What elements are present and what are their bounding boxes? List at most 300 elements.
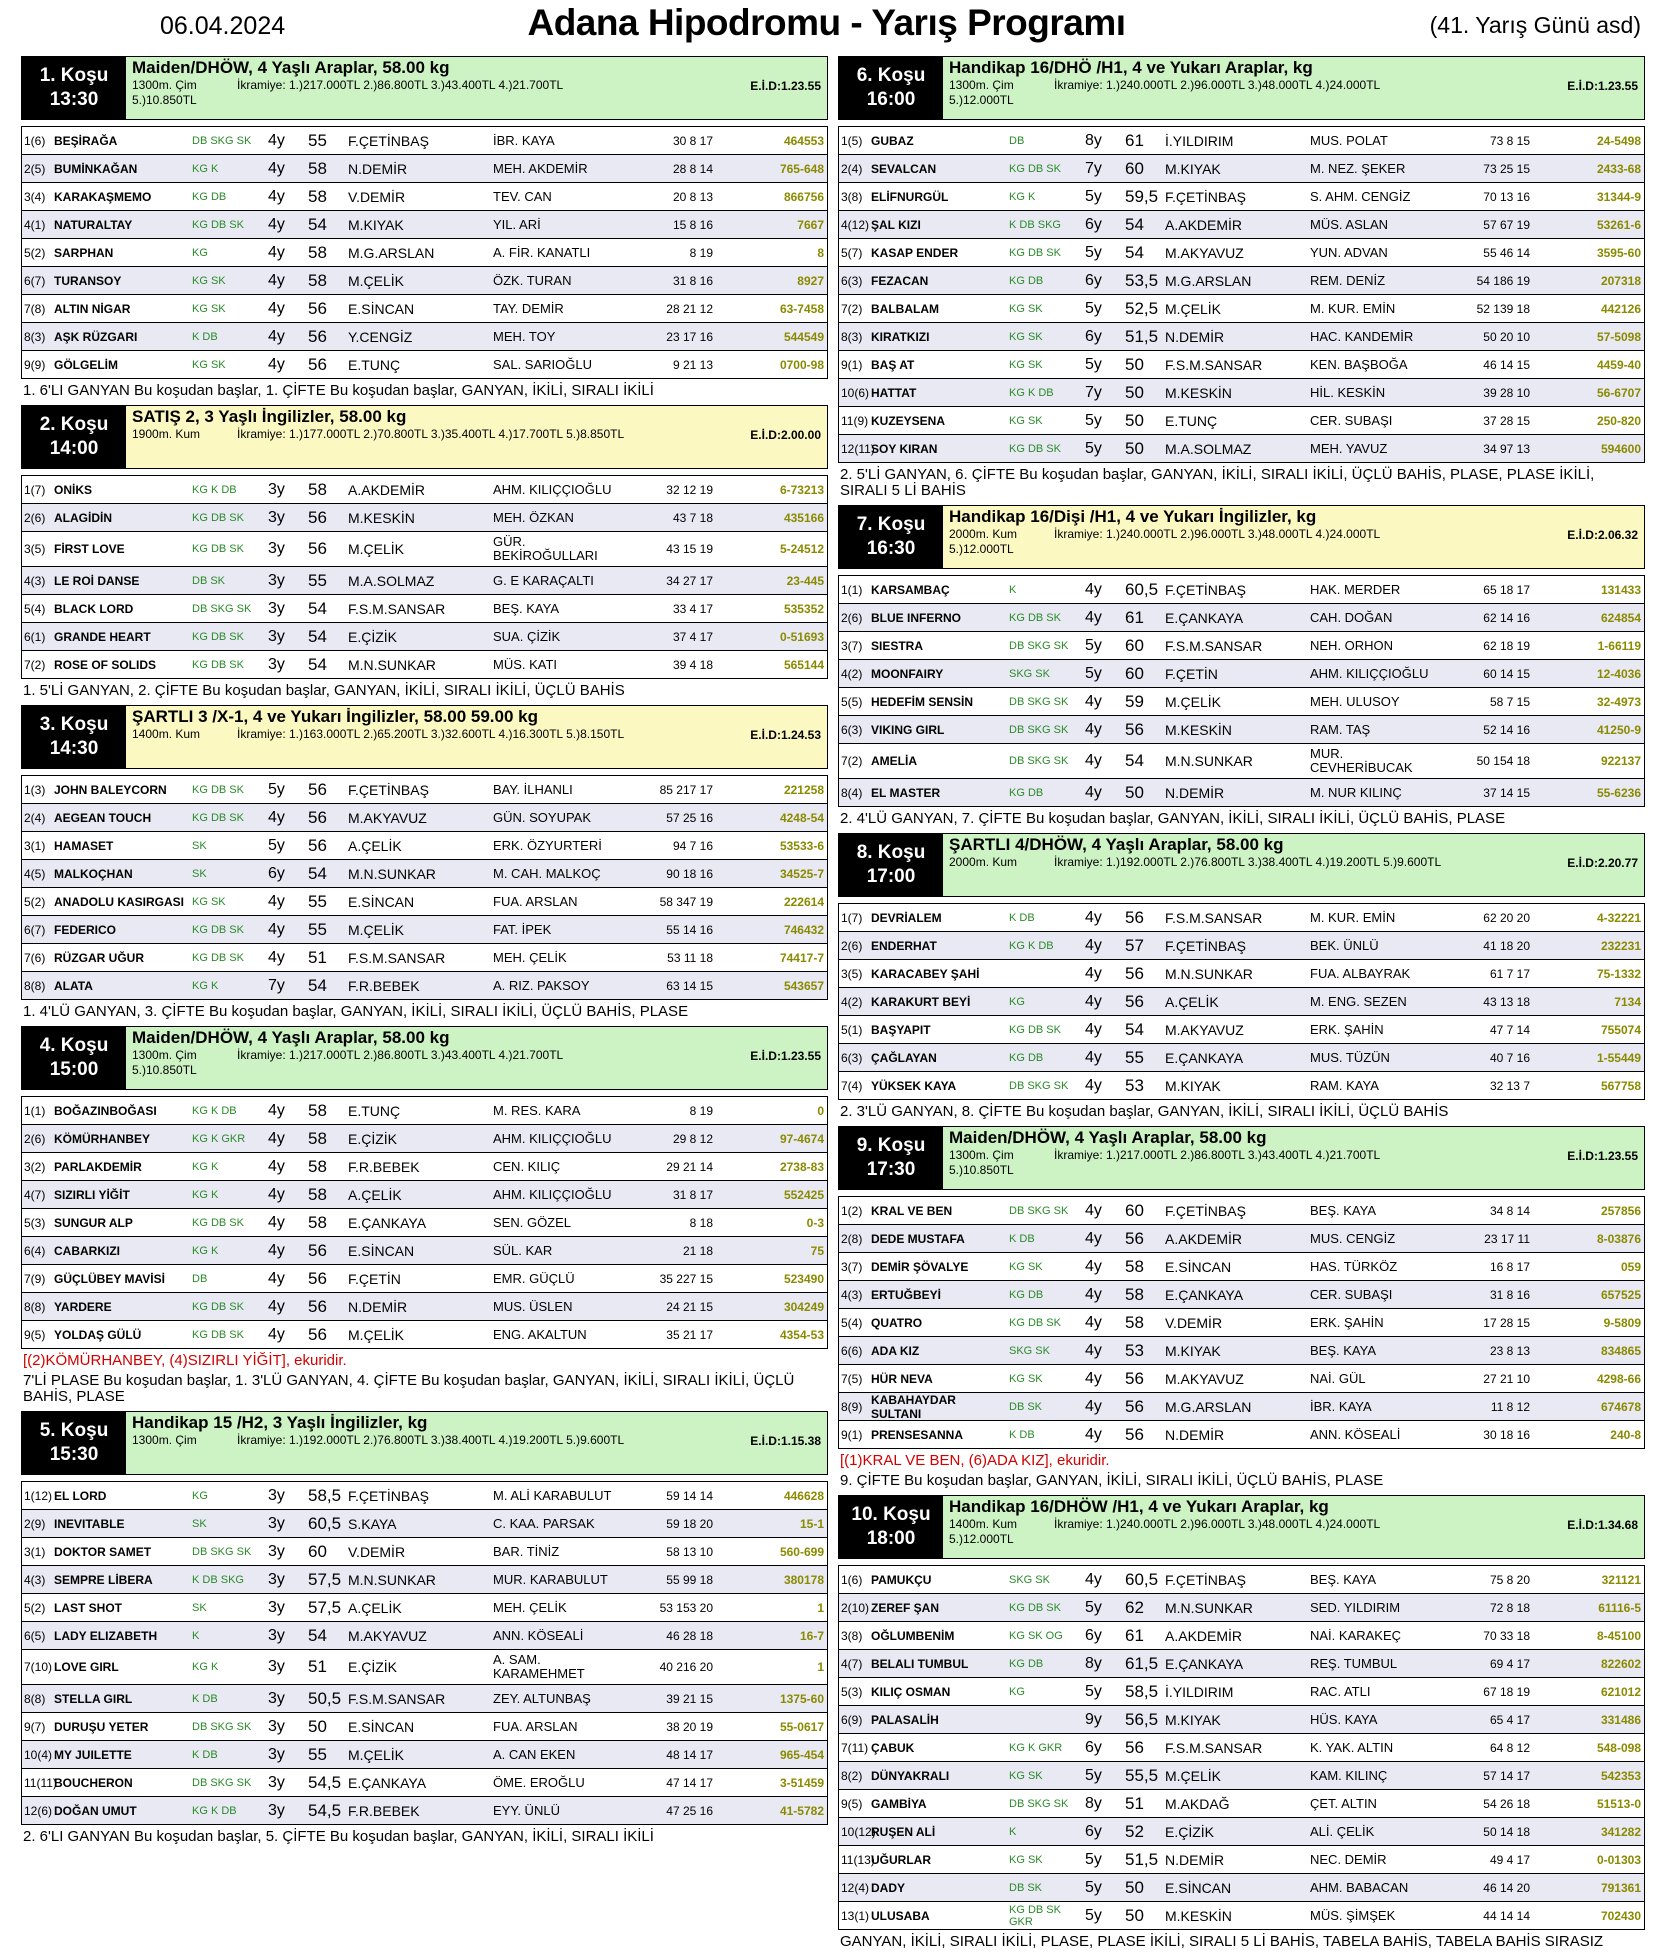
horse-row[interactable] [839, 154, 1644, 182]
horse-row[interactable] [22, 1264, 827, 1292]
horse-weight: 57 [1125, 935, 1144, 955]
horse-equipment: DB SKG SK [192, 1545, 252, 1558]
horse-name[interactable]: MOONFAIRY [871, 666, 944, 681]
horse-weight: 56 [308, 354, 327, 374]
horse-row[interactable] [839, 743, 1644, 778]
horse-row[interactable] [839, 1336, 1644, 1364]
horse-stats: 32 12 19 [666, 482, 713, 497]
horse-row[interactable] [22, 594, 827, 622]
horse-row[interactable] [839, 1649, 1644, 1677]
last-form: 535352 [783, 601, 824, 616]
horse-stats: 63 14 15 [666, 978, 713, 993]
horse-age: 4y [1085, 964, 1102, 982]
horse-row[interactable] [839, 322, 1644, 350]
horse-name[interactable]: KARAKAŞMEMO [54, 189, 152, 204]
last-form: 3595-60 [1596, 245, 1641, 260]
jockey-name: F.S.M.SANSAR [1165, 637, 1263, 654]
horse-row[interactable] [839, 1901, 1644, 1929]
horse-equipment: DB SKG SK [1009, 1204, 1069, 1217]
horse-stats: 67 18 19 [1483, 1684, 1530, 1699]
horse-name[interactable]: DOĞAN UMUT [54, 1803, 137, 1818]
horse-stats: 35 227 15 [659, 1271, 713, 1286]
horse-row[interactable] [839, 1420, 1644, 1448]
horse-row[interactable] [22, 1712, 827, 1740]
jockey-name: V.DEMİR [348, 1543, 406, 1560]
horse-row[interactable] [839, 1621, 1644, 1649]
horse-weight: 61,5 [1125, 1653, 1159, 1673]
horse-number: 2(4) [841, 161, 863, 176]
jockey-name: M.KESKİN [1165, 1907, 1232, 1924]
horse-number: 1(7) [24, 482, 46, 497]
horse-name[interactable]: BEŞİRAĞA [54, 133, 118, 148]
horse-row[interactable] [839, 266, 1644, 294]
horse-name[interactable]: ALAGİDİN [54, 510, 112, 525]
horse-name[interactable]: FEDERICO [54, 922, 117, 937]
horse-row[interactable] [839, 715, 1644, 743]
horse-name[interactable]: KILIÇ OSMAN [871, 1684, 951, 1699]
horse-weight: 51,5 [1125, 1849, 1159, 1869]
horse-weight: 60 [1125, 158, 1144, 178]
horse-row[interactable] [22, 350, 827, 378]
horse-stats: 57 14 17 [1483, 1768, 1530, 1783]
horse-row[interactable] [839, 294, 1644, 322]
horse-row[interactable] [22, 238, 827, 266]
horse-name[interactable]: ANADOLU KASIRGASI [54, 894, 185, 909]
race-number-box [22, 1027, 126, 1089]
horse-name[interactable]: NATURALTAY [54, 217, 133, 232]
horse-name[interactable]: AŞK RÜZGARI [54, 329, 138, 344]
horse-row[interactable] [22, 803, 827, 831]
last-form: 8 [817, 245, 824, 260]
horse-name[interactable]: HEDEFİM SENSİN [871, 694, 974, 709]
horse-row[interactable] [839, 575, 1644, 603]
last-form: 464553 [783, 133, 824, 148]
trainer-name: A. SAM. KARAMEHMET [493, 1652, 585, 1681]
horse-equipment: K [192, 1629, 200, 1642]
jockey-name: E.SİNCAN [348, 1718, 415, 1735]
horse-number: 2(5) [24, 161, 46, 176]
horse-row[interactable] [839, 778, 1644, 806]
horse-equipment: KG K [192, 1160, 219, 1173]
horse-name[interactable]: VIKING GIRL [871, 722, 945, 737]
horse-row[interactable] [839, 1308, 1644, 1336]
race-title: SATIŞ 2, 3 Yaşlı İngilizler, 58.00 kg [132, 407, 407, 426]
horse-row[interactable] [839, 631, 1644, 659]
horse-age: 4y [268, 131, 285, 149]
horse-age: 9y [1085, 1710, 1102, 1728]
horse-equipment: KG DB [1009, 786, 1044, 799]
race-header [838, 1126, 1645, 1190]
horse-name[interactable]: DEVRİALEM [871, 910, 942, 925]
horse-equipment: K DB SKG [1009, 218, 1061, 231]
horse-age: 4y [268, 327, 285, 345]
horse-row[interactable] [22, 210, 827, 238]
horse-row[interactable] [839, 1817, 1644, 1845]
horse-name[interactable]: LOVE GIRL [54, 1660, 119, 1674]
horse-row[interactable] [22, 503, 827, 531]
horse-weight: 50 [1125, 354, 1144, 374]
horse-name[interactable]: ZEREF ŞAN [871, 1600, 940, 1615]
race-conditions [132, 427, 821, 442]
horse-name[interactable]: HÜR NEVA [871, 1371, 933, 1386]
horse-name[interactable]: CABARKIZI [54, 1243, 120, 1258]
horse-name[interactable]: GÜÇLÜBEY MAVİSİ [54, 1271, 165, 1286]
horse-name[interactable]: ULUSABA [871, 1908, 930, 1923]
horse-name[interactable]: STELLA GIRL [54, 1691, 133, 1706]
horse-row[interactable] [22, 1124, 827, 1152]
horse-name[interactable]: OĞLUMBENİM [871, 1628, 955, 1643]
horse-row[interactable] [22, 1236, 827, 1264]
horse-row[interactable] [22, 915, 827, 943]
last-form: 543657 [783, 978, 824, 993]
jockey-name: M.KESKİN [348, 509, 415, 526]
horse-name[interactable]: HAMASET [54, 838, 114, 853]
horse-row[interactable] [22, 1292, 827, 1320]
horse-row[interactable] [22, 943, 827, 971]
horse-name[interactable]: KÖMÜRHANBEY [54, 1131, 150, 1146]
horse-name[interactable]: KARACABEY ŞAHİ [871, 966, 980, 981]
horse-row[interactable] [22, 322, 827, 350]
horse-name[interactable]: BOUCHERON [54, 1775, 133, 1790]
horse-name[interactable]: KARAKURT BEYİ [871, 994, 971, 1009]
horse-name[interactable]: KUZEYSENA [871, 413, 946, 428]
horse-equipment: KG SK [1009, 358, 1043, 371]
horse-name[interactable]: BELALI TUMBUL [871, 1656, 969, 1671]
horse-weight: 54 [1125, 214, 1144, 234]
race-time: 13:30 [49, 89, 99, 110]
horse-name[interactable]: SEVALCAN [871, 161, 937, 176]
jockey-name: M.ÇELİK [1165, 300, 1222, 317]
horse-name[interactable]: PRENSESANNA [871, 1427, 964, 1442]
trainer-name: KAM. KILINÇ [1310, 1767, 1388, 1783]
horse-name[interactable]: LE ROİ DANSE [54, 573, 140, 588]
horse-name[interactable]: SUNGUR ALP [54, 1215, 133, 1230]
trainer-name: MUS. CENGİZ [1310, 1230, 1396, 1246]
race-header [21, 705, 828, 769]
horse-name[interactable]: ONİKS [54, 482, 93, 497]
horse-row[interactable] [839, 1873, 1644, 1901]
horse-table [838, 1565, 1645, 1930]
horse-name[interactable]: FİRST LOVE [54, 542, 125, 556]
horse-name[interactable]: ALTIN NİGAR [54, 301, 131, 316]
horse-row[interactable] [22, 154, 827, 182]
trainer-name: AHM. KILIÇÇIOĞLU [493, 481, 612, 497]
trainer-name: CEN. KILIÇ [493, 1158, 561, 1174]
jockey-name: A.AKDEMİR [1165, 1627, 1243, 1644]
horse-name[interactable]: JOHN BALEYCORN [54, 782, 167, 797]
horse-row[interactable] [22, 1649, 827, 1684]
race-distance: 2000m. Kum [949, 527, 1018, 541]
horse-row[interactable] [22, 1796, 827, 1824]
horse-row[interactable] [22, 531, 827, 566]
horse-name[interactable]: KABAHAYDAR SULTANI [871, 1392, 956, 1421]
horse-name[interactable]: SEMPRE LİBERA [54, 1572, 153, 1587]
horse-name[interactable]: SIESTRA [871, 638, 924, 653]
jockey-name: F.ÇETİNBAŞ [1165, 1571, 1246, 1588]
horse-name[interactable]: BLUE INFERNO [871, 610, 961, 625]
horse-row[interactable] [22, 1096, 827, 1124]
horse-name[interactable]: DOKTOR SAMET [54, 1544, 152, 1559]
horse-row[interactable] [22, 1509, 827, 1537]
horse-name[interactable]: GAMBİYA [871, 1796, 927, 1811]
race-block [21, 1411, 828, 1851]
horse-row[interactable] [839, 687, 1644, 715]
horse-row[interactable] [22, 1208, 827, 1236]
horse-row[interactable] [839, 1280, 1644, 1308]
horse-name[interactable]: UĞURLAR [871, 1852, 931, 1867]
trainer-name: BEK. ÜNLÜ [1310, 937, 1379, 953]
horse-equipment: DB SK [192, 574, 226, 587]
horse-row[interactable] [22, 859, 827, 887]
horse-row[interactable] [22, 1593, 827, 1621]
horse-name[interactable]: ŞAL KIZI [871, 217, 921, 232]
horse-name[interactable]: SOY KIRAN [871, 441, 938, 456]
horse-name[interactable]: QUATRO [871, 1315, 923, 1330]
horse-weight: 56 [308, 1324, 327, 1344]
horse-equipment: KG DB SK [1009, 442, 1061, 455]
horse-weight: 58 [308, 1100, 327, 1120]
last-form: 55-6236 [1596, 785, 1641, 800]
jockey-name: F.ÇETİNBAŞ [1165, 1202, 1246, 1219]
horse-row[interactable] [839, 1071, 1644, 1099]
horse-row[interactable] [839, 210, 1644, 238]
bet-note: 2. 4'LÜ GANYAN, 7. ÇİFTE Bu koşudan başlar, GANYAN, İKİLİ, SIRALI İKİLİ, ÜÇLÜ BAHİS, PLASE [840, 810, 1506, 827]
horse-row[interactable] [22, 1320, 827, 1348]
jockey-name: N.DEMİR [1165, 1426, 1225, 1443]
horse-name[interactable]: GÖLGELİM [54, 357, 118, 372]
horse-name[interactable]: ALATA [54, 978, 93, 993]
horse-row[interactable] [839, 987, 1644, 1015]
horse-row[interactable] [839, 1845, 1644, 1873]
horse-name[interactable]: KIRATKIZI [871, 329, 930, 344]
last-form: 232231 [1600, 938, 1641, 953]
horse-row[interactable] [839, 1364, 1644, 1392]
horse-name[interactable]: RÜZGAR UĞUR [54, 950, 144, 965]
horse-row[interactable] [839, 1015, 1644, 1043]
horse-age: 4y [268, 243, 285, 261]
horse-name[interactable]: SARPHAN [54, 245, 114, 260]
horse-name[interactable]: BUMİNKAĞAN [54, 161, 138, 176]
horse-row[interactable] [839, 1565, 1644, 1593]
race-label: 7. Koşu [856, 514, 926, 535]
trainer-name: ERK. ŞAHİN [1310, 1314, 1384, 1330]
horse-weight: 55 [308, 130, 327, 150]
horse-age: 4y [268, 1101, 285, 1119]
horse-name[interactable]: HATTAT [871, 385, 917, 400]
horse-row[interactable] [839, 659, 1644, 687]
horse-row[interactable] [839, 931, 1644, 959]
horse-age: 4y [268, 215, 285, 233]
race-title: Maiden/DHÖW, 4 Yaşlı Araplar, 58.00 kg [132, 1028, 450, 1047]
horse-name[interactable]: SIZIRLI YİĞİT [54, 1187, 130, 1202]
horse-equipment: KG SK [1009, 1769, 1043, 1782]
horse-row[interactable] [839, 1705, 1644, 1733]
horse-number: 6(7) [24, 273, 46, 288]
horse-row[interactable] [839, 182, 1644, 210]
horse-number: 2(4) [24, 810, 46, 825]
horse-name[interactable]: PALASALİH [871, 1712, 939, 1727]
horse-row[interactable] [839, 406, 1644, 434]
horse-row[interactable] [839, 1043, 1644, 1071]
horse-age: 3y [268, 1658, 285, 1675]
horse-row[interactable] [22, 1565, 827, 1593]
trainer-name: SEN. GÖZEL [493, 1214, 572, 1230]
horse-name[interactable]: LAST SHOT [54, 1600, 122, 1615]
horse-row[interactable] [839, 1196, 1644, 1224]
horse-number: 4(2) [841, 994, 863, 1009]
horse-row[interactable] [22, 1537, 827, 1565]
horse-row[interactable] [839, 1789, 1644, 1817]
jockey-name: F.ÇETİNBAŞ [348, 1487, 429, 1504]
horse-row[interactable] [22, 182, 827, 210]
horse-weight: 53,5 [1125, 270, 1159, 290]
horse-name[interactable]: PAMUKÇU [871, 1572, 932, 1587]
horse-name[interactable]: AEGEAN TOUCH [54, 810, 152, 825]
horse-weight: 62 [1125, 1597, 1144, 1617]
horse-weight: 56 [1125, 963, 1144, 983]
horse-name[interactable]: EL MASTER [871, 785, 941, 800]
horse-row[interactable] [839, 350, 1644, 378]
horse-name[interactable]: FEZACAN [871, 273, 929, 288]
horse-name[interactable]: ENDERHAT [871, 938, 937, 953]
horse-row[interactable] [22, 475, 827, 503]
horse-row[interactable] [22, 622, 827, 650]
horse-name[interactable]: TURANSOY [54, 273, 122, 288]
horse-name[interactable]: EL LORD [54, 1488, 107, 1503]
horse-name[interactable]: KARSAMBAÇ [871, 582, 950, 597]
horse-equipment: KG SK [192, 895, 226, 908]
horse-name[interactable]: DÜNYAKRALI [871, 1768, 950, 1783]
horse-name[interactable]: DADY [871, 1880, 906, 1895]
horse-row[interactable] [22, 887, 827, 915]
horse-name[interactable]: ERTUĞBEYİ [871, 1287, 942, 1302]
horse-name[interactable]: INEVITABLE [54, 1516, 125, 1531]
horse-number: 8(3) [841, 329, 863, 344]
horse-weight: 58 [308, 270, 327, 290]
horse-row[interactable] [22, 1684, 827, 1712]
horse-age: 3y [268, 1542, 285, 1560]
horse-row[interactable] [22, 1621, 827, 1649]
horse-name[interactable]: BAŞYAPIT [871, 1022, 931, 1037]
horse-name[interactable]: DURUŞU YETER [54, 1719, 149, 1734]
jockey-name: M.AKYAVUZ [1165, 244, 1244, 261]
horse-name[interactable]: YÜKSEK KAYA [871, 1078, 957, 1093]
last-form: 0 [817, 1103, 824, 1118]
horse-equipment: SKG SK [1009, 1344, 1050, 1357]
horse-name[interactable]: ELİFNURGÜL [871, 189, 949, 204]
horse-name[interactable]: LADY ELIZABETH [54, 1628, 158, 1643]
horse-row[interactable] [839, 1252, 1644, 1280]
horse-row[interactable] [839, 378, 1644, 406]
horse-row[interactable] [839, 959, 1644, 987]
jockey-name: M.N.SUNKAR [1165, 965, 1253, 982]
horse-row[interactable] [22, 1152, 827, 1180]
horse-equipment: K DB [1009, 1428, 1035, 1441]
horse-row[interactable] [839, 1733, 1644, 1761]
jockey-name: M.N.SUNKAR [348, 656, 436, 673]
horse-name[interactable]: BAŞ AT [871, 357, 915, 372]
horse-row[interactable] [839, 1677, 1644, 1705]
horse-name[interactable]: ÇABUK [871, 1740, 915, 1755]
trainer-name: MUR. CEVHERİBUCAK [1310, 746, 1413, 775]
horse-name[interactable]: YARDERE [54, 1299, 112, 1314]
horse-name[interactable]: AMELİA [871, 754, 917, 768]
horse-age: 6y [1085, 215, 1102, 233]
horse-age: 4y [268, 355, 285, 373]
horse-equipment: KG [192, 1489, 208, 1502]
horse-name[interactable]: DEMİR ŞÖVALYE [871, 1259, 969, 1274]
jockey-name: N.DEMİR [1165, 784, 1225, 801]
horse-weight: 58,5 [308, 1485, 342, 1505]
horse-name[interactable]: GUBAZ [871, 133, 914, 148]
horse-row[interactable] [22, 775, 827, 803]
horse-number: 3(4) [24, 189, 46, 204]
horse-name[interactable]: PARLAKDEMİR [54, 1159, 142, 1174]
horse-row[interactable] [22, 1481, 827, 1509]
horse-name[interactable]: KRAL VE BEN [871, 1203, 953, 1218]
race-number-box [839, 1127, 943, 1189]
bet-note: GANYAN, İKİLİ, SIRALI İKİLİ, PLASE, PLASE İKİLİ, SIRALI 5 Lİ BAHİS, TABELA BAHİS, TABELA BAHİS SIRASIZ [840, 1933, 1604, 1950]
horse-age: 5y [1085, 1850, 1102, 1868]
last-form: 23-445 [786, 573, 824, 588]
horse-row[interactable] [22, 566, 827, 594]
horse-row[interactable] [839, 1392, 1644, 1420]
horse-row[interactable] [22, 1768, 827, 1796]
trainer-name: M. KUR. EMİN [1310, 909, 1396, 925]
horse-equipment: KG [1009, 1685, 1025, 1698]
horse-row[interactable] [22, 266, 827, 294]
horse-name[interactable]: MY JUILETTE [54, 1747, 132, 1762]
horse-name[interactable]: RUŞEN ALİ [871, 1824, 936, 1839]
horse-row[interactable] [22, 971, 827, 999]
horse-name[interactable]: BLACK LORD [54, 601, 134, 616]
horse-row[interactable] [839, 238, 1644, 266]
horse-name[interactable]: ÇAĞLAYAN [871, 1050, 937, 1065]
horse-row[interactable] [22, 126, 827, 154]
horse-row[interactable] [839, 1761, 1644, 1789]
horse-equipment: KG DB SK [1009, 1601, 1061, 1614]
jockey-name: E.ÇANKAYA [1165, 1049, 1244, 1066]
horse-row[interactable] [839, 1593, 1644, 1621]
horse-row[interactable] [22, 650, 827, 678]
horse-name[interactable]: ROSE OF SOLIDS [54, 657, 157, 672]
horse-row[interactable] [22, 831, 827, 859]
race-header [838, 833, 1645, 897]
horse-name[interactable]: BOĞAZINBOĞASI [54, 1103, 157, 1118]
horse-row[interactable] [839, 603, 1644, 631]
trainer-name: RAC. ATLI [1310, 1683, 1371, 1699]
horse-row[interactable] [839, 1224, 1644, 1252]
horse-name[interactable]: BALBALAM [871, 301, 939, 316]
horse-row[interactable] [22, 1740, 827, 1768]
trainer-name: SAL. SARIOĞLU [493, 356, 592, 372]
horse-name[interactable]: MALKOÇHAN [54, 866, 133, 881]
horse-row[interactable] [839, 903, 1644, 931]
horse-name[interactable]: DEDE MUSTAFA [871, 1231, 965, 1246]
horse-name[interactable]: ADA KIZ [871, 1343, 920, 1358]
horse-name[interactable]: KASAP ENDER [871, 245, 959, 260]
horse-row[interactable] [839, 126, 1644, 154]
horse-row[interactable] [839, 434, 1644, 462]
jockey-name: F.S.M.SANSAR [348, 600, 446, 617]
horse-name[interactable]: GRANDE HEART [54, 629, 151, 644]
horse-name[interactable]: YOLDAŞ GÜLÜ [54, 1327, 142, 1342]
horse-row[interactable] [22, 294, 827, 322]
horse-row[interactable] [22, 1180, 827, 1208]
jockey-name: M.KIYAK [348, 216, 404, 233]
horse-stats: 57 25 16 [666, 810, 713, 825]
horse-table [838, 1196, 1645, 1449]
